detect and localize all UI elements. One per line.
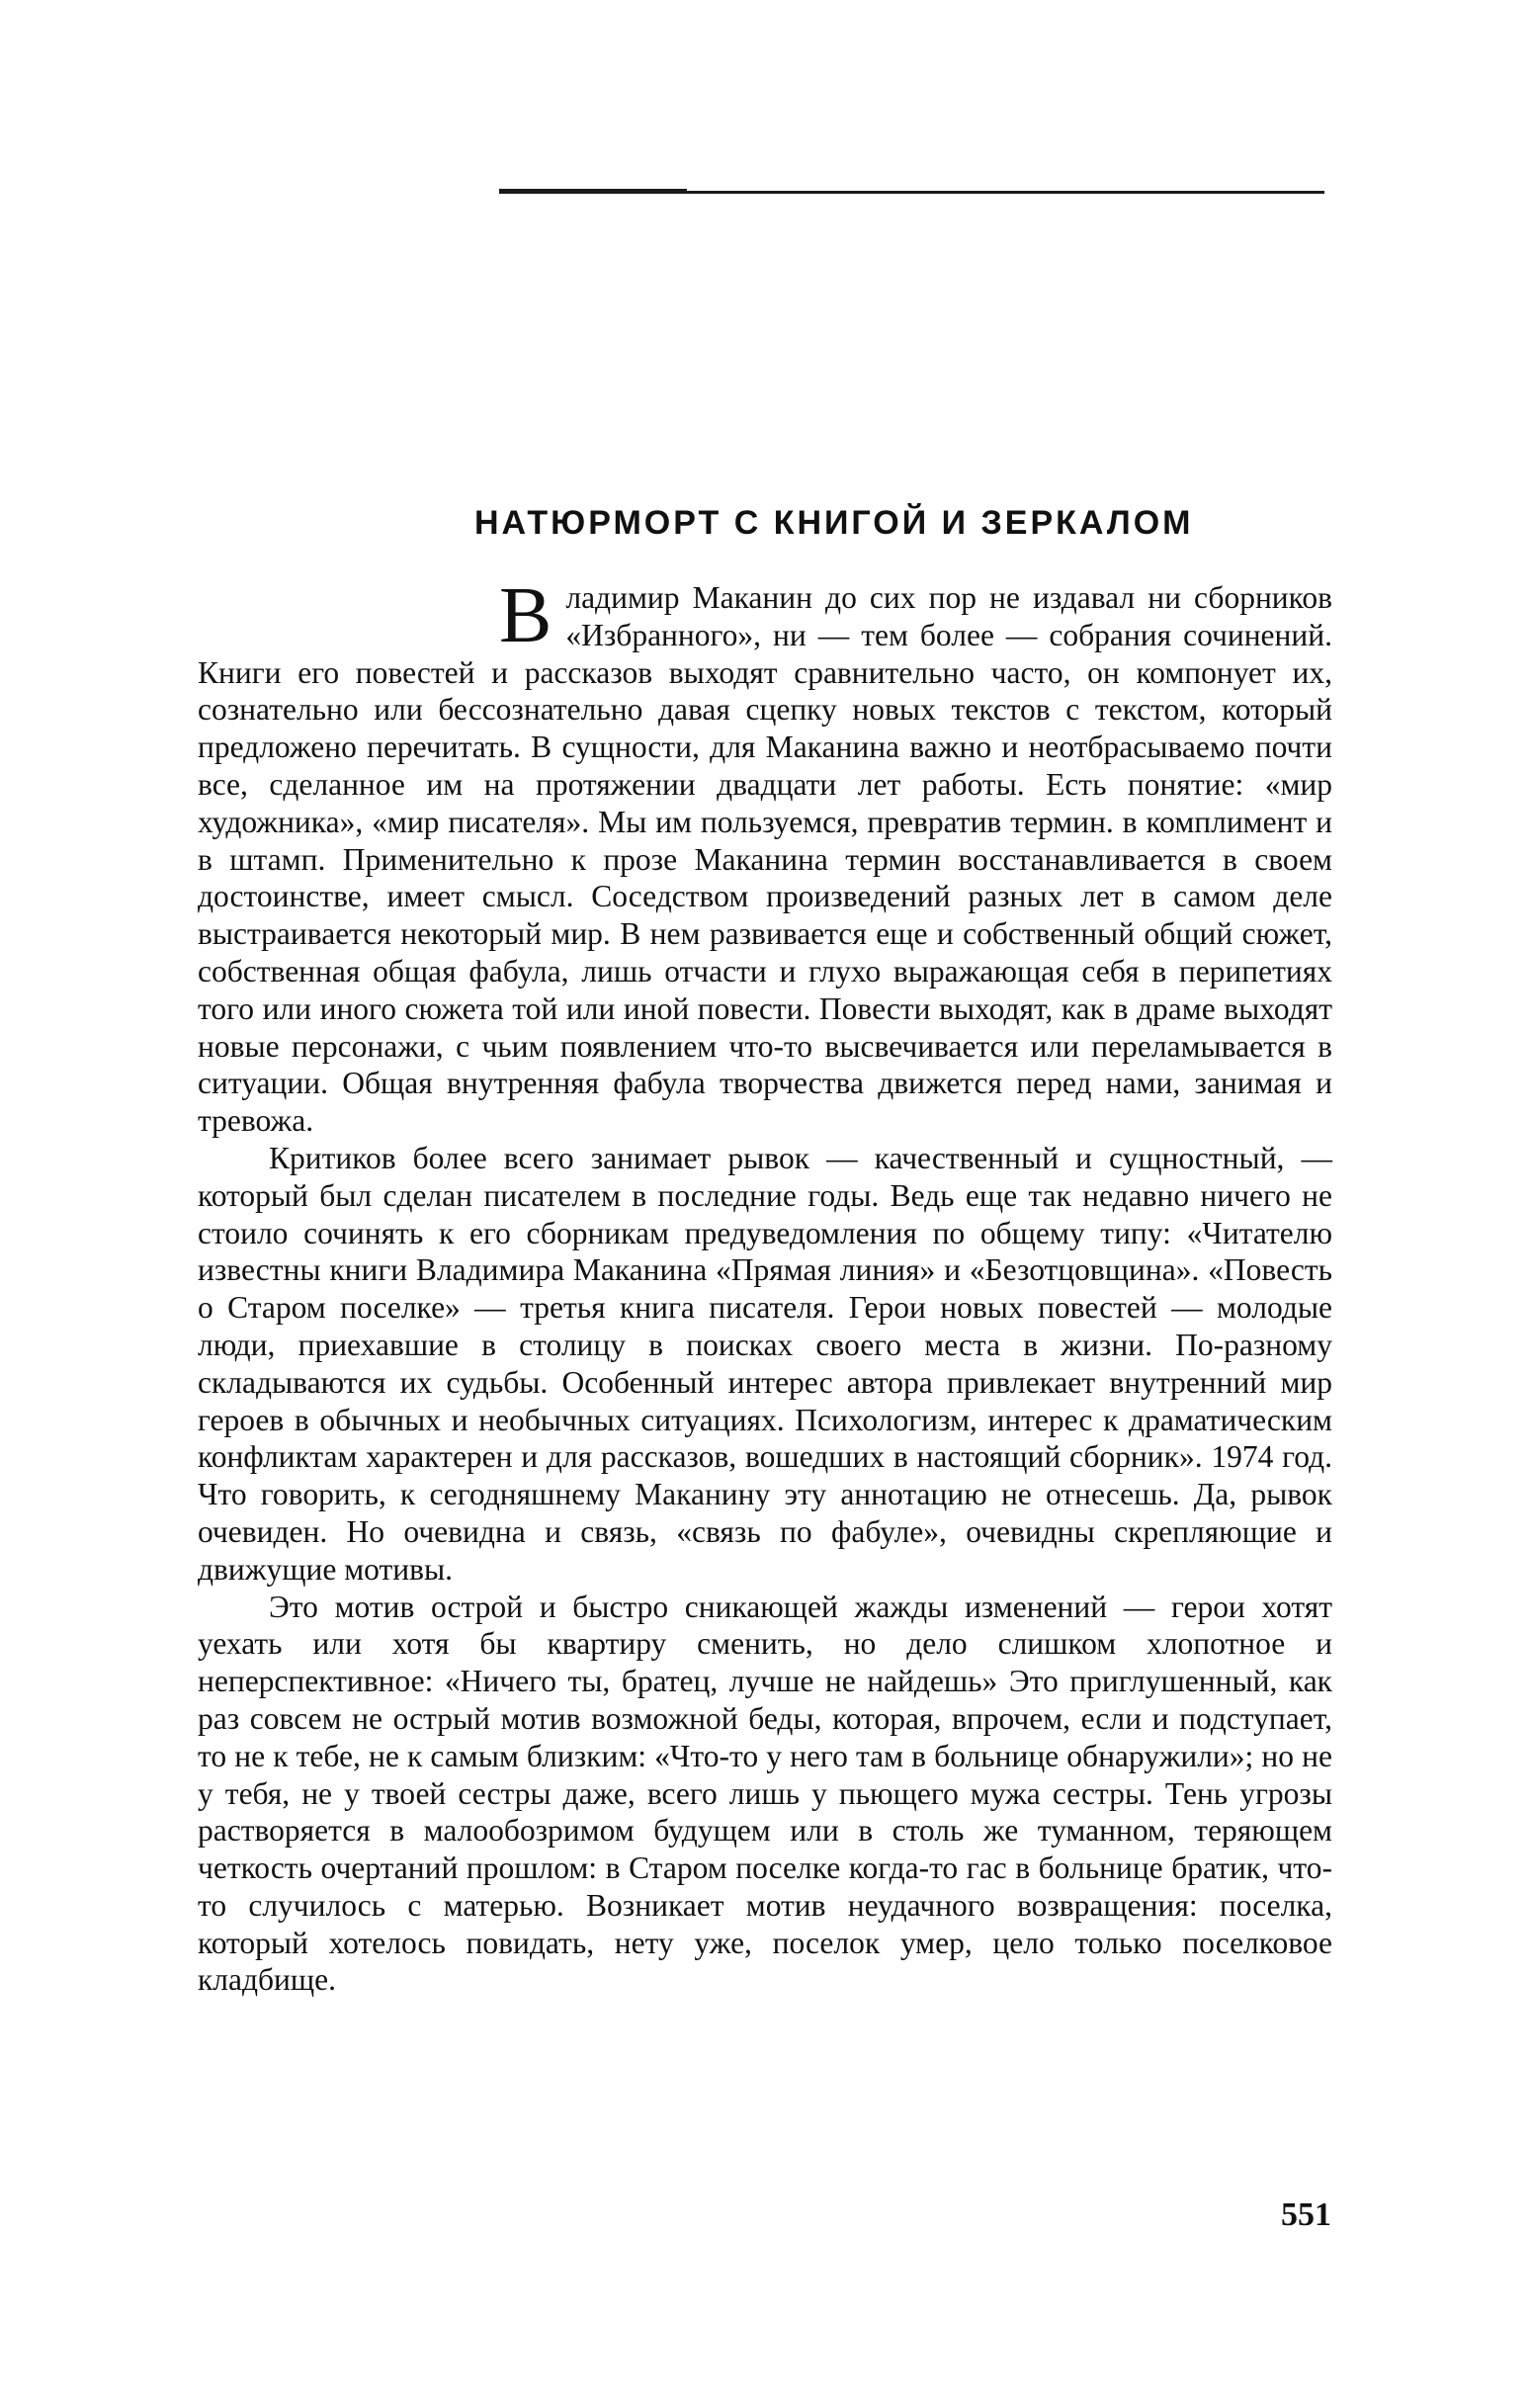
drop-cap: В [499, 572, 552, 659]
paragraph-2: Критиков более всего занимает рывок — качественный и сущностный, — который был сделан писателем в последние годы. Ведь еще так недавно ничего не стоило сочинять к его сборникам предуведомления по общему типу: «Читателю известны книги Владимира Маканина «Прямая линия» и «Безотцовщина». «Повесть о Старом поселке» — третья книга писателя. Герои новых повестей — молодые люди, приехавшие в столицу в поисках своего места в жизни. По-разному складываются их судьбы. Особенный интерес автора привлекает внутренний мир героев в обычных и необычных ситуациях. Психологизм, интерес к драматическим конфликтам характерен и для рассказов, вошедших в настоящий сборник». 1974 год. Что говорить, к сегодняшнему Маканину эту аннотацию не отнесешь. Да, рывок очевиден. Но очевидна и связь, «связь по фабуле», очевидны скрепляющие и движущие мотивы. [198, 1140, 1332, 1587]
paragraph-1 [198, 572, 1332, 1140]
article-body [198, 572, 1332, 1999]
decorative-rule [499, 191, 1324, 194]
chapter-title: НАТЮРМОРТ С КНИГОЙ И ЗЕРКАЛОМ [474, 504, 1194, 542]
paragraph-3: Это мотив острой и быстро сникающей жажды изменений — герои хотят уехать или хотя бы квартиру сменить, но дело слишком хлопотное и неперспективное: «Ничего ты, братец, лучше не найдешь» Это приглушенный, как раз совсем не острый мотив возможной беды, которая, впрочем, если и подступает, то не к тебе, не к самым близким: «Что-то у него там в больнице обнаружили»; но не у тебя, не у твоей сестры даже, всего лишь у пьющего мужа сестры. Тень угрозы растворяется в малообозримом будущем или в столь же туманном, теряющем четкость очертаний прошлом: в Старом поселке когда-то гас в больнице братик, что-то случилось с матерью. Возникает мотив неудачного возвращения: поселка, который хотелось повидать, нету уже, поселок умер, цело только поселковое кладбище. [198, 1589, 1332, 1998]
paragraph-1-text: ладимир Маканин до сих пор не издавал ни сборников «Избранного», ни — тем более — собрания сочинений. Книги его повестей и рассказов выходят сравнительно часто, он компонует их, сознательно или бессознательно давая сцепку новых текстов с текстом, который предложено перечитать. В сущности, для Маканина важно и неотбрасываемо почти все, сделанное им на протяжении двадцати лет работы. Есть понятие: «мир художника», «мир писателя». Мы им пользуемся, превратив термин. в комплимент и в штамп. Применительно к прозе Маканина термин восстанавливается в своем достоинстве, имеет смысл. Соседством произведений разных лет в самом деле выстраивается некоторый мир. В нем развивается еще и собственный общий сюжет, собственная общая фабула, лишь отчасти и глухо выражающая себя в перипетиях того или иного сюжета той или иной повести. Повести выходят, как в драме выходят новые персонажи, с чьим появлением что-то высвечивается или переламывается в ситуации. Общая внутренняя фабула творчества движется перед нами, занимая и тревожа. [198, 580, 1332, 1139]
page-number: 551 [1281, 2196, 1331, 2233]
